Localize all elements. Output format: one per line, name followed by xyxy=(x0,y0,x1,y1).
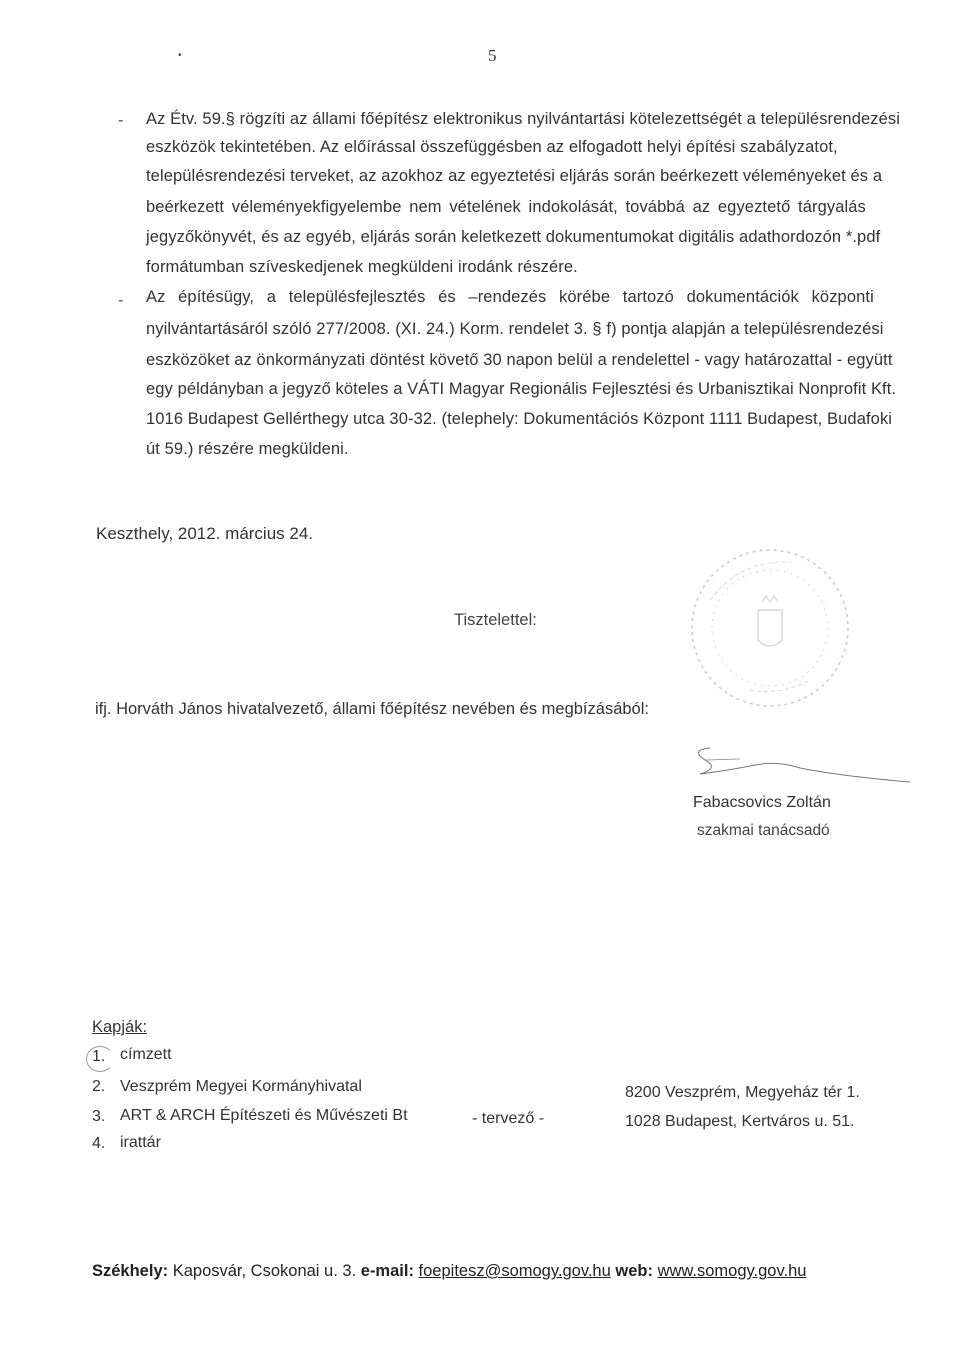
footer xyxy=(92,1262,806,1281)
recipient-address: 1028 Budapest, Kertváros u. 51. xyxy=(625,1113,855,1130)
top-mark: • xyxy=(178,50,182,61)
paragraph-line: 1016 Budapest Gellérthegy utca 30-32. (telephely: Dokumentációs Központ 1111 Budapest, Budafoki xyxy=(146,410,893,428)
web-link[interactable]: www.somogy.gov.hu xyxy=(657,1262,807,1280)
paragraph-line: egy példányban a jegyző köteles a VÁTI Magyar Regionális Fejlesztési és Urbanisztikai Nonprofit Kft. xyxy=(146,380,897,398)
seat-label: Székhely: xyxy=(92,1262,169,1280)
recipient-name: címzett xyxy=(120,1046,172,1063)
recipient-number: 4. xyxy=(92,1135,106,1152)
handwritten-signature-icon xyxy=(680,740,920,790)
paragraph-line: Az építésügy, a településfejlesztés és –rendezés körébe tartozó dokumentációk központi xyxy=(146,288,874,306)
recipient-name: ART & ARCH Építészeti és Művészeti Bt xyxy=(120,1107,408,1124)
recipient-name: irattár xyxy=(120,1134,161,1151)
paragraph-line: út 59.) részére megküldeni. xyxy=(146,440,349,458)
paragraph-line: eszközöket az önkormányzati döntést követő 30 napon belül a rendelettel - vagy határozattal - együtt xyxy=(146,351,893,369)
signer-title: szakmai tanácsadó xyxy=(697,822,830,839)
paragraph-line: településrendezési terveket, az azokhoz az egyeztetési eljárás során beérkezett véleményeket és a xyxy=(146,167,883,185)
page-number: 5 xyxy=(488,46,497,65)
paragraph-line: formátumban szíveskedjenek megküldeni irodánk részére. xyxy=(146,258,578,276)
email-label: e-mail: xyxy=(360,1262,414,1280)
official-stamp-icon xyxy=(680,540,860,715)
recipients-heading: Kapják: xyxy=(92,1018,148,1036)
paragraph-line: nyilvántartásáról szóló 277/2008. (XI. 24.) Korm. rendelet 3. § f) pontja alapján a településrendezési xyxy=(146,320,884,338)
recipient-number: 1. xyxy=(92,1048,106,1065)
signatory-line: ifj. Horváth János hivatalvezető, állami főépítész nevében és megbízásából: xyxy=(95,700,649,718)
seat-value: Kaposvár, Csokonai u. 3. xyxy=(172,1262,357,1280)
paragraph-line: Az Étv. 59.§ rögzíti az állami főépítész elektronikus nyilvántartási kötelezettségét a településrendezési xyxy=(146,110,900,128)
recipient-number: 3. xyxy=(92,1108,106,1125)
signer-name: Fabacsovics Zoltán xyxy=(693,794,831,811)
web-label: web: xyxy=(615,1262,653,1280)
recipient-address: 8200 Veszprém, Megyeház tér 1. xyxy=(625,1084,860,1101)
place-and-date: Keszthely, 2012. március 24. xyxy=(96,524,314,543)
recipient-name: Veszprém Megyei Kormányhivatal xyxy=(120,1078,362,1095)
email-link[interactable]: foepitesz@somogy.gov.hu xyxy=(418,1262,611,1280)
bullet-dash: - xyxy=(118,292,124,309)
paragraph-line: jegyzőkönyvét, és az egyéb, eljárás során keletkezett dokumentumokat digitális adathordozón *.pdf xyxy=(146,228,881,246)
recipient-number: 2. xyxy=(92,1078,106,1095)
paragraph-line: beérkezett véleményekfigyelembe nem vételének indokolását, továbbá az egyeztető tárgyalás xyxy=(146,198,866,216)
paragraph-line: eszközök tekintetében. Az előírással összefüggésben az elfogadott helyi építési szabályzatot, xyxy=(146,138,838,156)
recipient-role: - tervező - xyxy=(472,1110,545,1127)
greeting: Tisztelettel: xyxy=(454,611,537,629)
bullet-dash: - xyxy=(118,112,124,129)
